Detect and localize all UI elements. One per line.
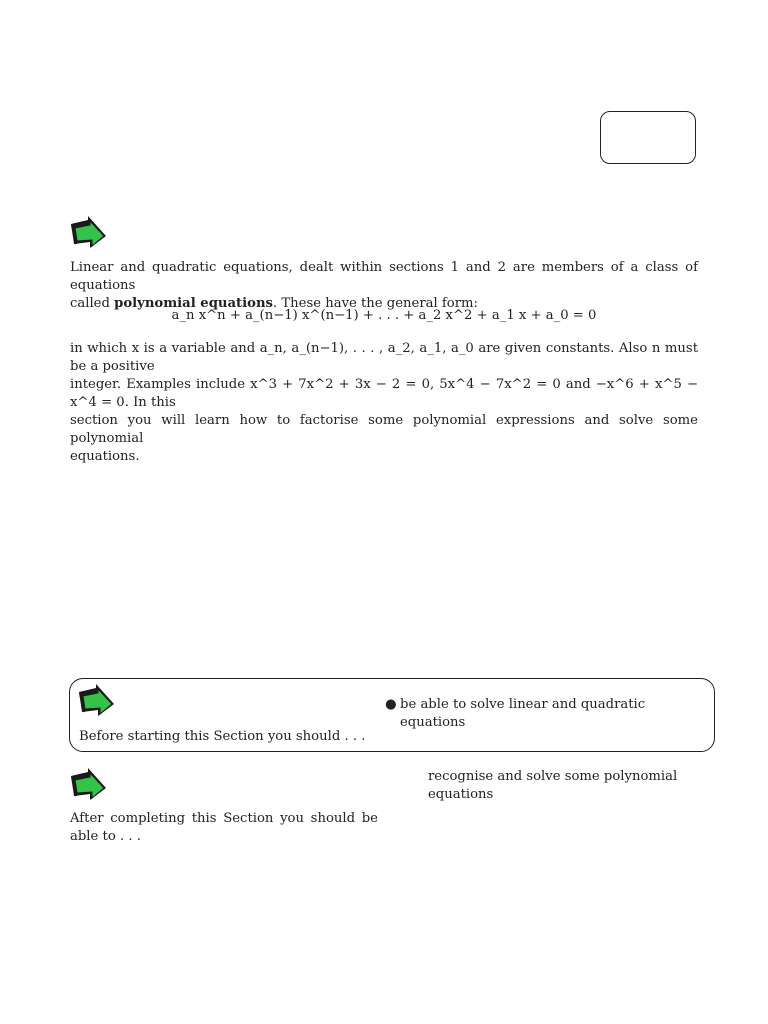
general-form-formula: a_n x^n + a_(n−1) x^(n−1) + . . . + a_2 x^2 + a_1 x + a_0 = 0 (171, 308, 597, 323)
body-line-1: in which x is a variable and a_n, a_(n−1), . . . , a_2, a_1, a_0 are given constants. Also n must be a positive (70, 341, 698, 374)
intro-line-1: Linear and quadratic equations, dealt within sections 1 and 2 are members of a class of equations (70, 260, 698, 293)
intro-line-2-post: . These have the general form: (272, 296, 478, 311)
outcome-item: recognise and solve some polynomial equations (428, 769, 678, 802)
body-line-3: section you will learn how to factorise some polynomial expressions and solve some polynomial (70, 413, 698, 446)
arrow-icon (68, 214, 110, 254)
prerequisites-heading: Before starting this Section you should . . . (79, 729, 366, 744)
section-number-box (600, 111, 696, 164)
body-line-2: integer. Examples include x^3 + 7x^2 + 3x − 2 = 0, 5x^4 − 7x^2 = 0 and −x^6 + x^5 − x^4 = 0. In this (70, 377, 698, 410)
bullet-icon: ● (385, 697, 397, 712)
polynomial-equations-term: polynomial equations (114, 296, 273, 311)
intro-line-2-pre: called (70, 296, 115, 311)
arrow-icon (68, 766, 110, 806)
body-line-4: equations. (70, 449, 140, 464)
prerequisite-item-text: be able to solve linear and quadratic equations (400, 697, 646, 730)
outcomes-heading: After completing this Section you should be able to . . . (70, 811, 378, 844)
prerequisite-item (385, 696, 675, 732)
body-paragraph (70, 340, 698, 466)
arrow-icon (76, 682, 118, 722)
intro-paragraph (70, 259, 698, 313)
